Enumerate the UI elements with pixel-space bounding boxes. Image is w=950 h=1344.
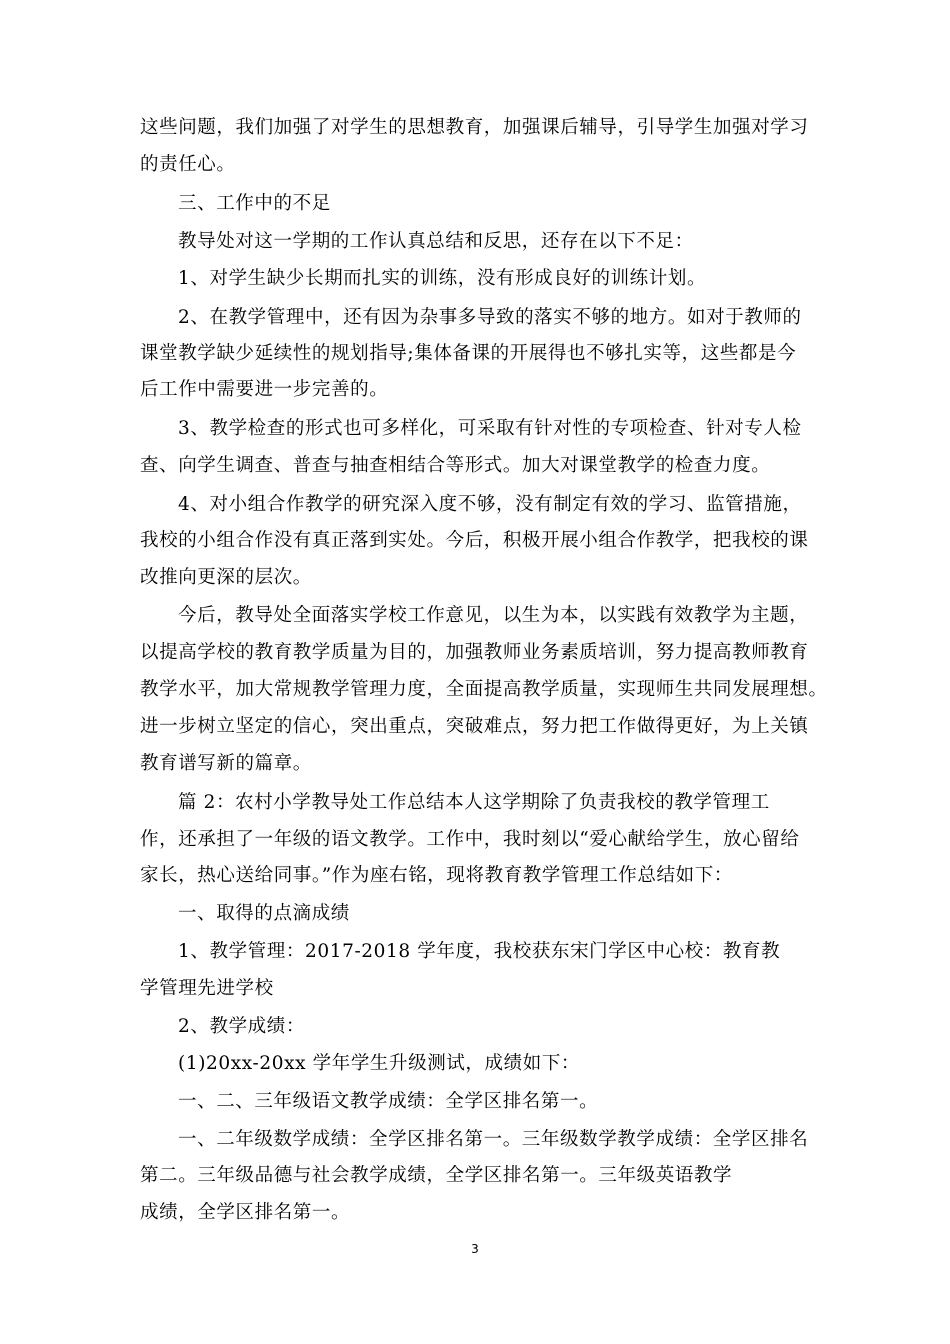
list-item: 1、对学生缺少长期而扎实的训练，没有形成良好的训练计划。 [178, 268, 707, 289]
body-text-line: 教学水平，加大常规教学管理力度，全面提高教学质量，实现师生共同发展理想。 [140, 679, 828, 700]
body-text-line: 改推向更深的层次。 [140, 567, 312, 588]
list-item: 2、在教学管理中，还有因为杂事多导致的落实不够的地方。如对于教师的 [178, 307, 802, 328]
list-item: 3、教学检查的形式也可多样化，可采取有针对性的专项检查、针对专人检 [178, 418, 802, 439]
body-text-line: 一、二、三年级语文教学成绩：全学区排名第一。 [178, 1091, 599, 1112]
body-text-line: 的责任心。 [140, 154, 236, 175]
list-item: (1)20xx-20xx 学年学生升级测试，成绩如下： [178, 1053, 581, 1074]
list-item: 1、教学管理：2017-2018 学年度，我校获东宋门学区中心校：教育教 [178, 941, 781, 962]
body-text-line: 今后，教导处全面落实学校工作意见，以生为本，以实践有效教学为主题， [178, 605, 809, 626]
body-text-line: 这些问题，我们加强了对学生的思想教育，加强课后辅导，引导学生加强对学习 [140, 117, 809, 138]
body-text-line: 家长，热心送给同事。”作为座右铭，现将教育教学管理工作总结如下： [140, 865, 733, 886]
body-text-line: 查、向学生调查、普查与抽查相结合等形式。加大对课堂教学的检查力度。 [140, 455, 771, 476]
body-text-line: 学管理先进学校 [140, 978, 274, 999]
body-text-line: 进一步树立坚定的信心，突出重点，突破难点，努力把工作做得更好，为上关镇 [140, 716, 809, 737]
body-text-line: 作，还承担了一年级的语文教学。工作中，我时刻以“爱心献给学生，放心留给 [140, 829, 800, 850]
list-item: 2、教学成绩： [178, 1016, 305, 1037]
body-text-line: 教导处对这一学期的工作认真总结和反思，还存在以下不足： [178, 231, 694, 252]
page-number: 3 [471, 1242, 479, 1256]
body-text-line: 我校的小组合作没有真正落到实处。今后，积极开展小组合作教学，把我校的课 [140, 530, 809, 551]
body-text-line: 教育谱写新的篇章。 [140, 753, 312, 774]
body-text-line: 以提高学校的教育教学质量为目的，加强教师业务素质培训，努力提高教师教育 [140, 642, 809, 663]
body-text-line: 第二。三年级品德与社会教学成绩，全学区排名第一。三年级英语教学 [140, 1165, 733, 1186]
body-text-line: 成绩，全学区排名第一。 [140, 1202, 351, 1223]
article-heading: 篇 2：农村小学教导处工作总结本人这学期除了负责我校的教学管理工 [178, 792, 770, 813]
section-heading: 一、取得的点滴成绩 [178, 903, 350, 924]
body-text-line: 课堂教学缺少延续性的规划指导;集体备课的开展得也不够扎实等，这些都是今 [140, 343, 797, 364]
list-item: 4、对小组合作教学的研究深入度不够，没有制定有效的学习、监管措施， [178, 494, 802, 515]
section-heading: 三、工作中的不足 [178, 193, 331, 214]
body-text-line: 后工作中需要进一步完善的。 [140, 379, 389, 400]
body-text-line: 一、二年级数学成绩：全学区排名第一。三年级数学教学成绩：全学区排名 [178, 1129, 809, 1150]
